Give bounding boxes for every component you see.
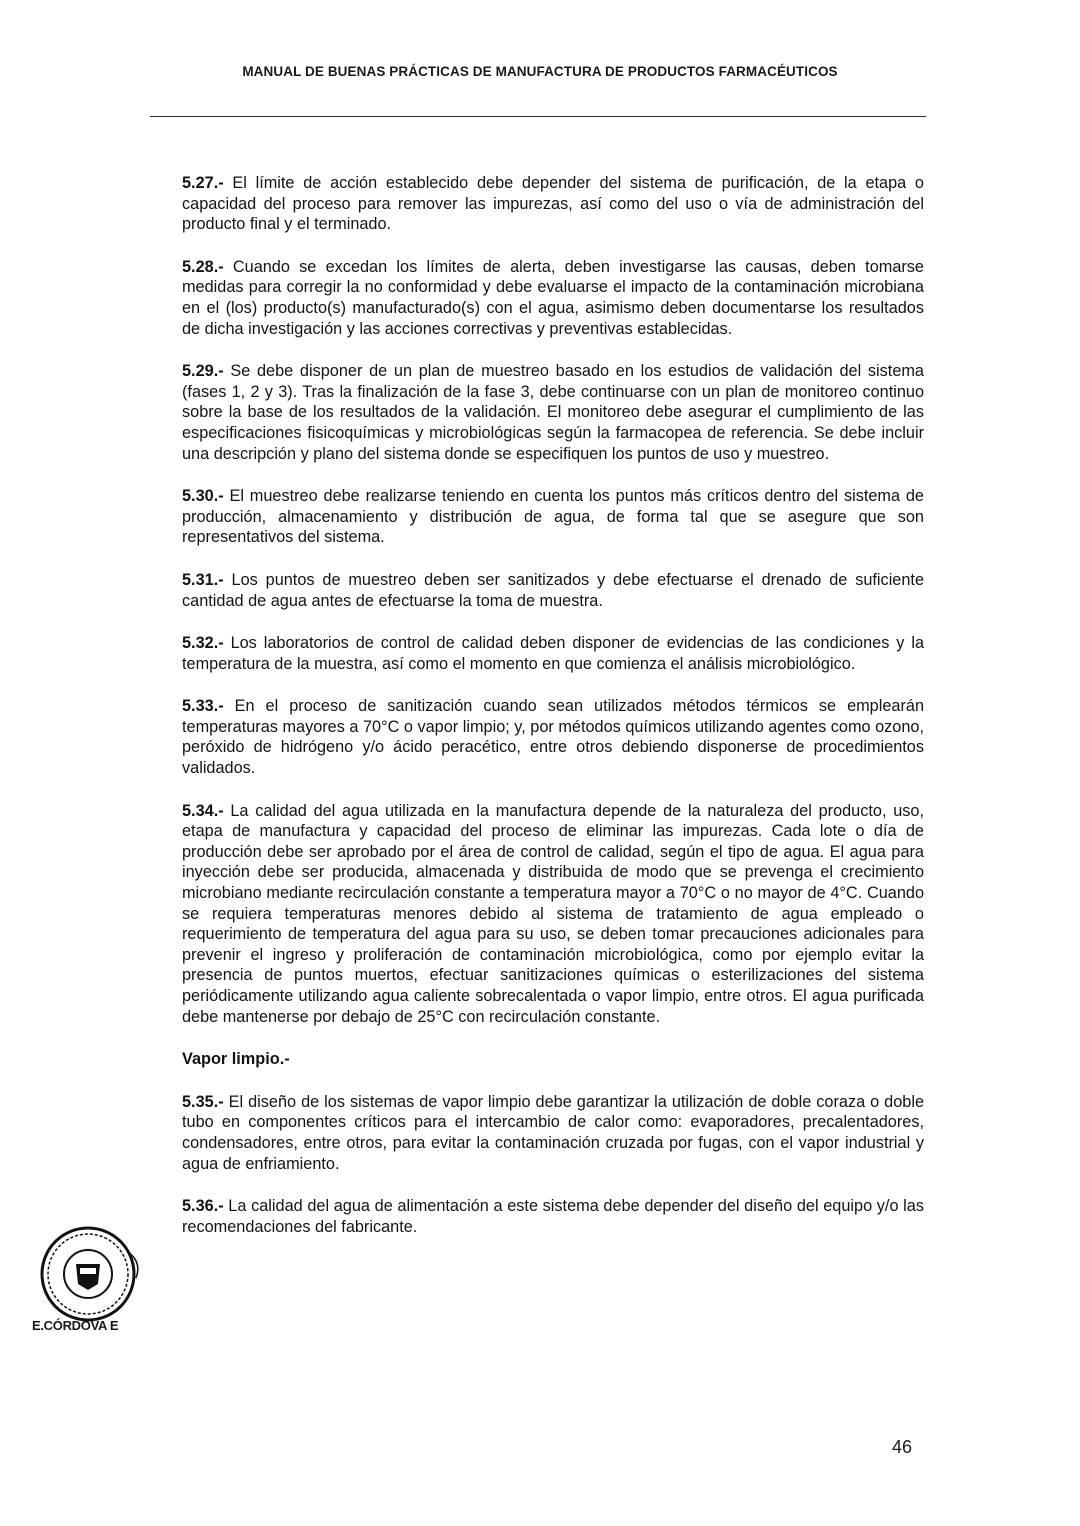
paragraph-number: 5.29.-	[182, 362, 224, 381]
header-rule	[150, 116, 926, 117]
paragraph-5-31	[182, 570, 924, 611]
paragraph-5-30	[182, 486, 924, 548]
paragraph-text: En el proceso de sanitización cuando sean utilizados métodos térmicos se emplearán temperaturas mayores a 70°C o vapor limpio; y, por métodos químicos utilizando agentes como ozono, peróxido de hidrógeno y/o ácido peracético, entre otros debiendo disponerse de procedimientos validados.	[182, 697, 924, 778]
paragraph-5-33	[182, 696, 924, 778]
paragraph-number: 5.36.-	[182, 1197, 224, 1216]
paragraph-number: 5.33.-	[182, 697, 224, 716]
paragraph-5-35	[182, 1092, 924, 1174]
seal-emblem-detail	[80, 1268, 96, 1274]
paragraph-text: Se debe disponer de un plan de muestreo basado en los estudios de validación del sistema (fases 1, 2 y 3). Tras la finalización de la fase 3, debe continuarse con un plan de monitoreo continuo sobre la base de los resultados de la validación. El monitoreo debe asegurar el cumplimiento de las especificaciones fisicoquímicas y microbiológicas según la farmacopea de referencia. Se debe incluir una descripción y plano del sistema donde se especifiquen los puntos de uso y muestreo.	[182, 362, 924, 463]
page-header-title: MANUAL DE BUENAS PRÁCTICAS DE MANUFACTURA DE PRODUCTOS FARMACÉUTICOS	[242, 64, 838, 79]
section-heading: Vapor limpio.-	[182, 1050, 290, 1069]
paragraph-number: 5.27.-	[182, 174, 224, 192]
paragraph-5-36	[182, 1196, 924, 1237]
seal-shield-emblem	[76, 1264, 100, 1290]
paragraph-text: Los laboratorios de control de calidad deben disponer de evidencias de las condiciones y la temperatura de la muestra, así como el momento en que comienza el análisis microbiológico.	[182, 634, 924, 673]
paragraph-5-32	[182, 633, 924, 674]
paragraph-text: La calidad del agua de alimentación a este sistema debe depender del diseño del equipo y/o las recomendaciones del fabricante.	[182, 1197, 924, 1236]
paragraph-number: 5.31.-	[182, 570, 224, 589]
paragraph-text: El límite de acción establecido debe depender del sistema de purificación, de la etapa o capacidad del proceso para remover las impurezas, así como del uso o vía de administración del producto final y el terminado.	[182, 174, 924, 234]
paragraph-5-29	[182, 361, 924, 464]
paragraph-number: 5.30.-	[182, 487, 224, 506]
document-body	[182, 173, 924, 1259]
paragraph-text: La calidad del agua utilizada en la manufactura depende de la naturaleza del producto, uso, etapa de manufactura y capacidad del proceso de eliminar las impurezas. Cada lote o día de producción debe ser aprobado por el área de control de calidad, según el tipo de agua. El agua para inyección debe ser producida, almacenada y distribuida de modo que se prevenga el crecimiento microbiano mediante recirculación constante a temperatura mayor a 70°C o no mayor de 4°C. Cuando se requiera temperaturas menores debido al sistema de tratamiento de agua empleado o requerimiento de temperatura del agua para su uso, se deben tomar precauciones adicionales para prevenir el ingreso y proliferación de contaminación microbiológica, como por ejemplo evitar la presencia de puntos muertos, efectuar sanitizaciones químicas o esterilizaciones del sistema periódicamente utilizando agua caliente sobrecalentada o vapor limpio, entre otros. El agua purificada debe mantenerse por debajo de 25°C con recirculación constante.	[182, 801, 924, 1026]
paragraph-number: 5.28.-	[182, 257, 224, 276]
page-number: 46	[892, 1437, 913, 1457]
paragraph-5-27	[182, 173, 924, 235]
paragraph-text: Cuando se excedan los límites de alerta, deben investigarse las causas, deben tomarse medidas para corregir la no conformidad y debe evaluarse el impacto de la contaminación microbiana en el (los) producto(s) manufacturado(s) con el agua, asimismo deben documentarse los resultados de dicha investigación y las acciones correctivas y preventivas establecidas.	[182, 257, 924, 338]
paragraph-text: Los puntos de muestreo deben ser sanitizados y debe efectuarse el drenado de suficiente cantidad de agua antes de efectuarse la toma de muestra.	[182, 570, 924, 610]
paragraph-5-34	[182, 801, 924, 1028]
paragraph-number: 5.32.-	[182, 634, 224, 653]
paragraph-number: 5.35.-	[182, 1092, 224, 1111]
seal-caption: E.CÓRDOVA E	[32, 1318, 119, 1333]
paragraph-5-28	[182, 257, 924, 339]
paragraph-text: El diseño de los sistemas de vapor limpio debe garantizar la utilización de doble coraza o doble tubo en componentes críticos para el intercambio de calor como: evaporadores, precalentadores, condensadores, entre otros, para evitar la contaminación cruzada por fugas, con el vapor industrial y agua de enfriamiento.	[182, 1092, 924, 1173]
paragraph-text: El muestreo debe realizarse teniendo en cuenta los puntos más críticos dentro del sistema de producción, almacenamiento y distribución de agua, de forma tal que se asegure que son representativos del sistema.	[182, 487, 924, 547]
paragraph-number: 5.34.-	[182, 801, 224, 820]
